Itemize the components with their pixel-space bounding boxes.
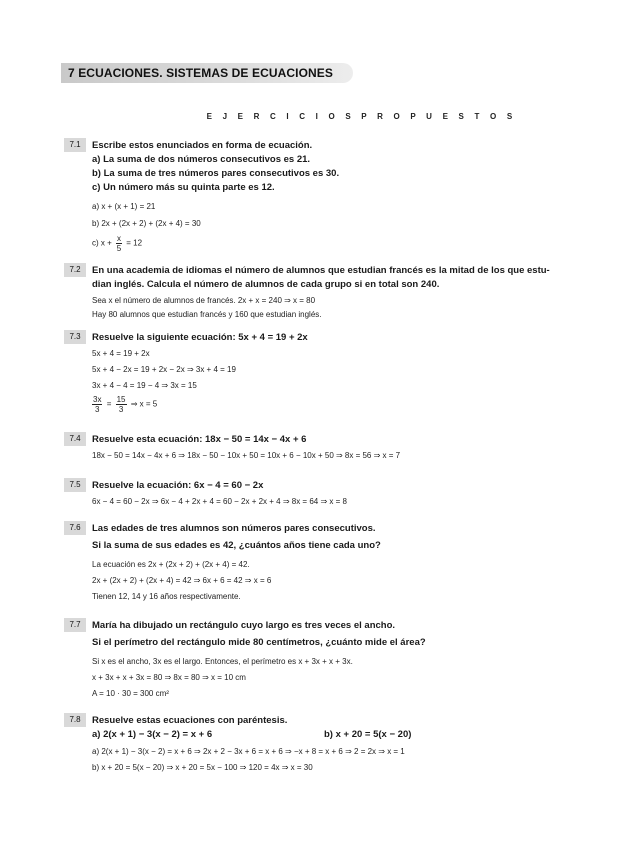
exercise-number: 7.3 (64, 330, 86, 344)
fraction-numerator: x (117, 234, 122, 243)
answer-line-2: 2x + (2x + 2) + (2x + 4) = 42 ⇒ 6x + 6 = 42 ⇒ x = 6 (92, 576, 272, 585)
exercise-statement: Resuelve la ecuación: 6x − 4 = 60 − 2x (92, 480, 264, 491)
answer-line-2: Hay 80 alumnos que estudian francés y 160 que estudian inglés. (92, 310, 322, 319)
exercise-part-c: c) Un número más su quinta parte es 12. (92, 182, 275, 193)
answer-line-3: Tienen 12, 14 y 16 años respectivamente. (92, 592, 241, 601)
answer-c-suffix: = 12 (126, 238, 143, 248)
exercise-part-a: a) La suma de dos números consecutivos es 21. (92, 154, 311, 165)
answer-a: a) 2(x + 1) − 3(x − 2) = x + 6 ⇒ 2x + 2 − 3x + 6 = x + 6 ⇒ −x + 8 = x + 6 ⇒ 2 = 2x ⇒ x = 1 (92, 747, 405, 756)
step-4 (92, 395, 582, 414)
exercise-statement: Resuelve estas ecuaciones con paréntesis. (92, 715, 288, 726)
exercise-number: 7.4 (64, 432, 86, 446)
answer-c (92, 234, 582, 253)
exercise-statement-line-2: Si la suma de sus edades es 42, ¿cuántos años tiene cada uno? (92, 540, 381, 551)
exercise-part-a: a) 2(x + 1) − 3(x − 2) = x + 6 (92, 729, 213, 740)
exercise-statement-line-1: Las edades de tres alumnos son números pares consecutivos. (92, 523, 376, 534)
exercise-number: 7.7 (64, 618, 86, 632)
answer: 6x − 4 = 60 − 2x ⇒ 6x − 4 + 2x + 4 = 60 − 2x + 2x + 4 ⇒ 8x = 64 ⇒ x = 8 (92, 497, 347, 506)
fraction (92, 395, 102, 414)
answer-line-3: A = 10 · 30 = 300 cm² (92, 689, 169, 698)
step-4-result: ⇒ x = 5 (130, 399, 158, 409)
exercise-statement-line-2: dian inglés. Calcula el número de alumnos de cada grupo si en total son 240. (92, 279, 440, 290)
exercise-statement-line-1: María ha dibujado un rectángulo cuyo largo es tres veces el ancho. (92, 620, 396, 631)
exercise-statement-line-2: Si el perímetro del rectángulo mide 80 centímetros, ¿cuánto mide el área? (92, 637, 426, 648)
exercise-number: 7.1 (64, 138, 86, 152)
answer-line-1: Si x es el ancho, 3x es el largo. Entonces, el perímetro es x + 3x + x + 3x. (92, 657, 353, 666)
step-2: 5x + 4 − 2x = 19 + 2x − 2x ⇒ 3x + 4 = 19 (92, 365, 236, 374)
equals-sign: = (106, 399, 112, 409)
step-1: 5x + 4 = 19 + 2x (92, 349, 150, 358)
exercise-number: 7.2 (64, 263, 86, 277)
exercise-statement: Resuelve la siguiente ecuación: 5x + 4 = 19 + 2x (92, 332, 308, 343)
exercise-number: 7.5 (64, 478, 86, 492)
exercise-part-b: b) x + 20 = 5(x − 20) (324, 729, 412, 740)
fraction-denominator: 3 (118, 405, 124, 414)
fraction-denominator: 5 (116, 244, 122, 253)
answer-b: b) x + 20 = 5(x − 20) ⇒ x + 20 = 5x − 100 ⇒ 120 = 4x ⇒ x = 30 (92, 763, 313, 772)
fraction (116, 234, 122, 253)
answer: 18x − 50 = 14x − 4x + 6 ⇒ 18x − 50 − 10x + 50 = 10x + 6 − 10x + 50 ⇒ 8x = 56 ⇒ x = 7 (92, 451, 401, 460)
exercise-number: 7.6 (64, 521, 86, 535)
fraction-denominator: 3 (95, 405, 100, 414)
answer-line-1: La ecuación es 2x + (2x + 2) + (2x + 4) = 42. (92, 560, 250, 569)
exercise-number: 7.8 (64, 713, 86, 727)
answer-line-2: x + 3x + x + 3x = 80 ⇒ 8x = 80 ⇒ x = 10 cm (92, 673, 246, 682)
exercise-statement-line-1: En una academia de idiomas el número de alumnos que estudian francés es la mitad de los que estu- (92, 265, 550, 276)
section-subtitle: E J E R C I C I O S P R O P U E S T O S (206, 112, 517, 121)
exercise-statement: Resuelve esta ecuación: 18x − 50 = 14x − 4x + 6 (92, 434, 307, 445)
fraction-numerator: 3x (93, 395, 102, 404)
exercise-parts (92, 728, 582, 742)
fraction-numerator: 15 (116, 395, 126, 404)
answer-c-prefix: c) x + (92, 238, 112, 248)
answer-line-1: Sea x el número de alumnos de francés. 2x + x = 240 ⇒ x = 80 (92, 296, 316, 305)
step-3: 3x + 4 − 4 = 19 − 4 ⇒ 3x = 15 (92, 381, 197, 390)
answer-a: a) x + (x + 1) = 21 (92, 202, 156, 211)
exercise-part-b: b) La suma de tres números pares consecutivos es 30. (92, 168, 340, 179)
chapter-title: 7 ECUACIONES. SISTEMAS DE ECUACIONES (68, 66, 333, 80)
fraction (116, 395, 127, 414)
exercise-statement: Escribe estos enunciados en forma de ecuación. (92, 140, 313, 151)
answer-b: b) 2x + (2x + 2) + (2x + 4) = 30 (92, 219, 201, 228)
